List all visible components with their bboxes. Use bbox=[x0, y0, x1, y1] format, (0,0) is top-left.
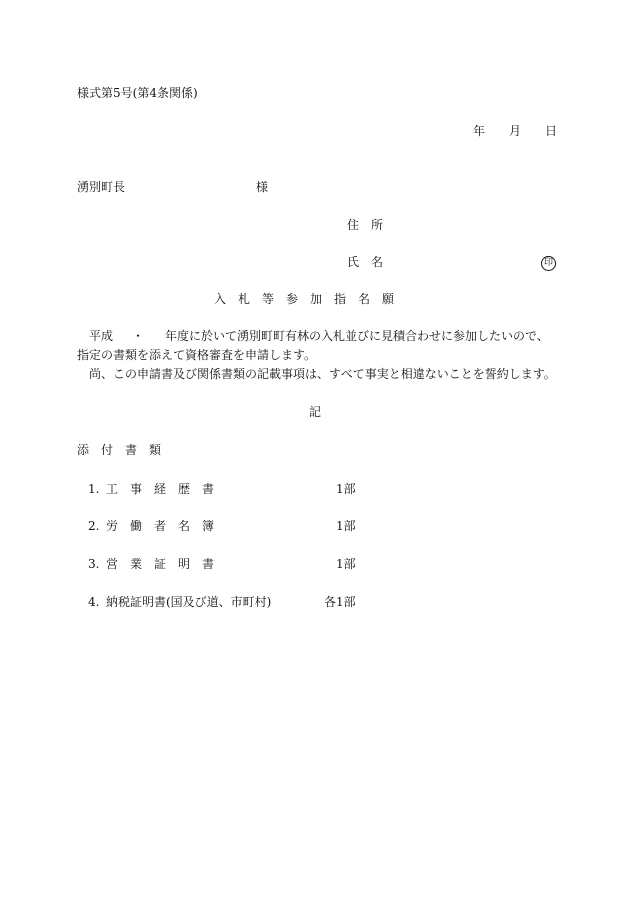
attachment-2-name: 労 働 者 名 簿 bbox=[106, 519, 215, 533]
attachment-4-name: 納税証明書(国及び道、市町村) bbox=[106, 595, 272, 609]
seal-mark-text: 印 bbox=[541, 256, 556, 271]
addressee-name: 湧別町長 bbox=[77, 180, 126, 194]
attachment-3-qty: 1部 bbox=[336, 557, 356, 571]
body-line-3: 尚、この申請書及び関係書類の記載事項は、すべて事実と相違ないことを誓約します。 bbox=[89, 367, 556, 381]
body-paragraph bbox=[77, 327, 567, 384]
attachment-1-name: 工 事 経 歴 書 bbox=[106, 482, 215, 496]
attachment-4-number: 4. bbox=[88, 595, 100, 609]
ki-heading: 記 bbox=[309, 405, 322, 419]
attachment-2-number: 2. bbox=[88, 519, 100, 533]
body-line-1 bbox=[77, 327, 567, 346]
document-title: 入 札 等 参 加 指 名 願 bbox=[214, 292, 395, 306]
era-separator: ・ bbox=[132, 329, 145, 343]
addressee-honorific: 様 bbox=[256, 180, 269, 194]
attachments-heading: 添 付 書 類 bbox=[77, 443, 162, 457]
body-line-1-text: 年度に於いて湧別町町有林の入札並びに見積合わせに参加したいので、 bbox=[165, 329, 549, 343]
attachment-4-qty: 各1部 bbox=[324, 595, 356, 609]
attachment-2-qty: 1部 bbox=[336, 519, 356, 533]
attachment-1-number: 1. bbox=[88, 482, 100, 496]
attachment-1-qty: 1部 bbox=[336, 482, 356, 496]
date-month-label: 月 bbox=[509, 124, 522, 138]
form-number: 様式第5号(第4条関係) bbox=[77, 86, 198, 100]
name-label: 氏 名 bbox=[347, 255, 384, 269]
attachment-3-number: 3. bbox=[88, 557, 100, 571]
era-label: 平成 bbox=[89, 329, 114, 343]
attachment-3-name: 営 業 証 明 書 bbox=[106, 557, 215, 571]
date-day-label: 日 bbox=[545, 124, 558, 138]
seal-mark bbox=[541, 254, 556, 271]
address-label: 住 所 bbox=[347, 218, 384, 232]
body-line-2: 指定の書類を添えて資格審査を申請します。 bbox=[77, 348, 317, 362]
date-year-label: 年 bbox=[473, 124, 486, 138]
